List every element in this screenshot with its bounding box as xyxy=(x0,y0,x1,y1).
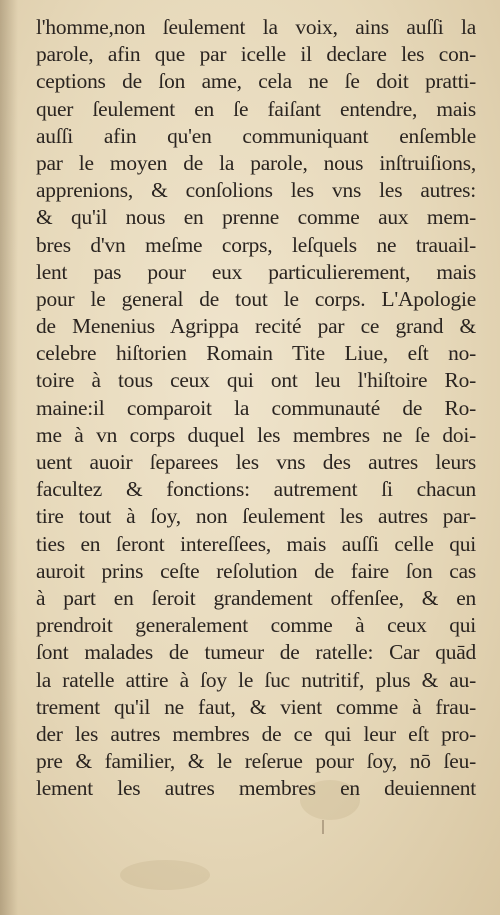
text-line: ties en ſeront intereſſees, mais auſſi celle qui xyxy=(36,531,476,556)
text-line: bres d'vn meſme corps, leſquels ne trauail- xyxy=(36,232,476,257)
text-line: der les autres membres de ce qui leur eſt pro- xyxy=(36,721,476,746)
text-line: à part en ſeroit grandement offenſee, & en xyxy=(36,585,476,610)
text-line: celebre hiſtorien Romain Tite Liue, eſt no- xyxy=(36,341,476,366)
text-line: lent pas pour eux particulierement, mais xyxy=(36,259,476,284)
text-line: & qu'il nous en prenne comme aux mem- xyxy=(36,205,476,230)
text-line: prendroit generalement comme à ceux qui xyxy=(36,613,476,638)
text-line: auſſi afin qu'en communiquant enſemble xyxy=(36,123,476,148)
text-line: la ratelle attire à ſoy le ſuc nutritif, plus & au- xyxy=(36,667,476,692)
body-text xyxy=(36,14,476,802)
text-line: l'homme,non ſeulement la voix, ains auſſi la xyxy=(36,15,476,39)
text-line: me à vn corps duquel les membres ne ſe doi- xyxy=(36,422,476,447)
text-line: tire tout à ſoy, non ſeulement les autres par- xyxy=(36,504,476,529)
text-line: facultez & fonctions: autrement ſi chacun xyxy=(36,477,476,502)
text-line: toire à tous ceux qui ont leu l'hiſtoire Ro- xyxy=(36,368,476,393)
text-line: ſont malades de tumeur de ratelle: Car quād xyxy=(36,640,476,665)
text-line: trement qu'il ne faut, & vient comme à frau- xyxy=(36,694,476,719)
text-line: uent auoir ſeparees les vns des autres leurs xyxy=(36,450,476,474)
text-line: pre & familier, & le reſerue pour ſoy, nō ſeu- xyxy=(36,749,476,774)
text-line: quer ſeulement en ſe faiſant entendre, mais xyxy=(36,96,476,121)
text-line: de Menenius Agrippa recité par ce grand & xyxy=(36,314,476,339)
paper-stain xyxy=(120,860,210,890)
text-line: parole, afin que par icelle il declare les con- xyxy=(36,42,476,67)
text-line: par le moyen de la parole, nous inſtruiſions, xyxy=(36,150,476,175)
text-line: pour le general de tout le corps. L'Apologie xyxy=(36,286,476,311)
text-line: maine:il comparoit la communauté de Ro- xyxy=(36,395,476,420)
text-line: lement les autres membres en deuiennent xyxy=(36,776,476,801)
ink-mark xyxy=(322,820,324,834)
text-line: ceptions de ſon ame, cela ne ſe doit pratti- xyxy=(36,69,476,94)
text-line: auroit prins ceſte reſolution de faire ſon cas xyxy=(36,558,476,583)
text-line: apprenions, & conſolions les vns les autres: xyxy=(36,178,476,203)
page-gutter-shadow xyxy=(0,0,18,915)
